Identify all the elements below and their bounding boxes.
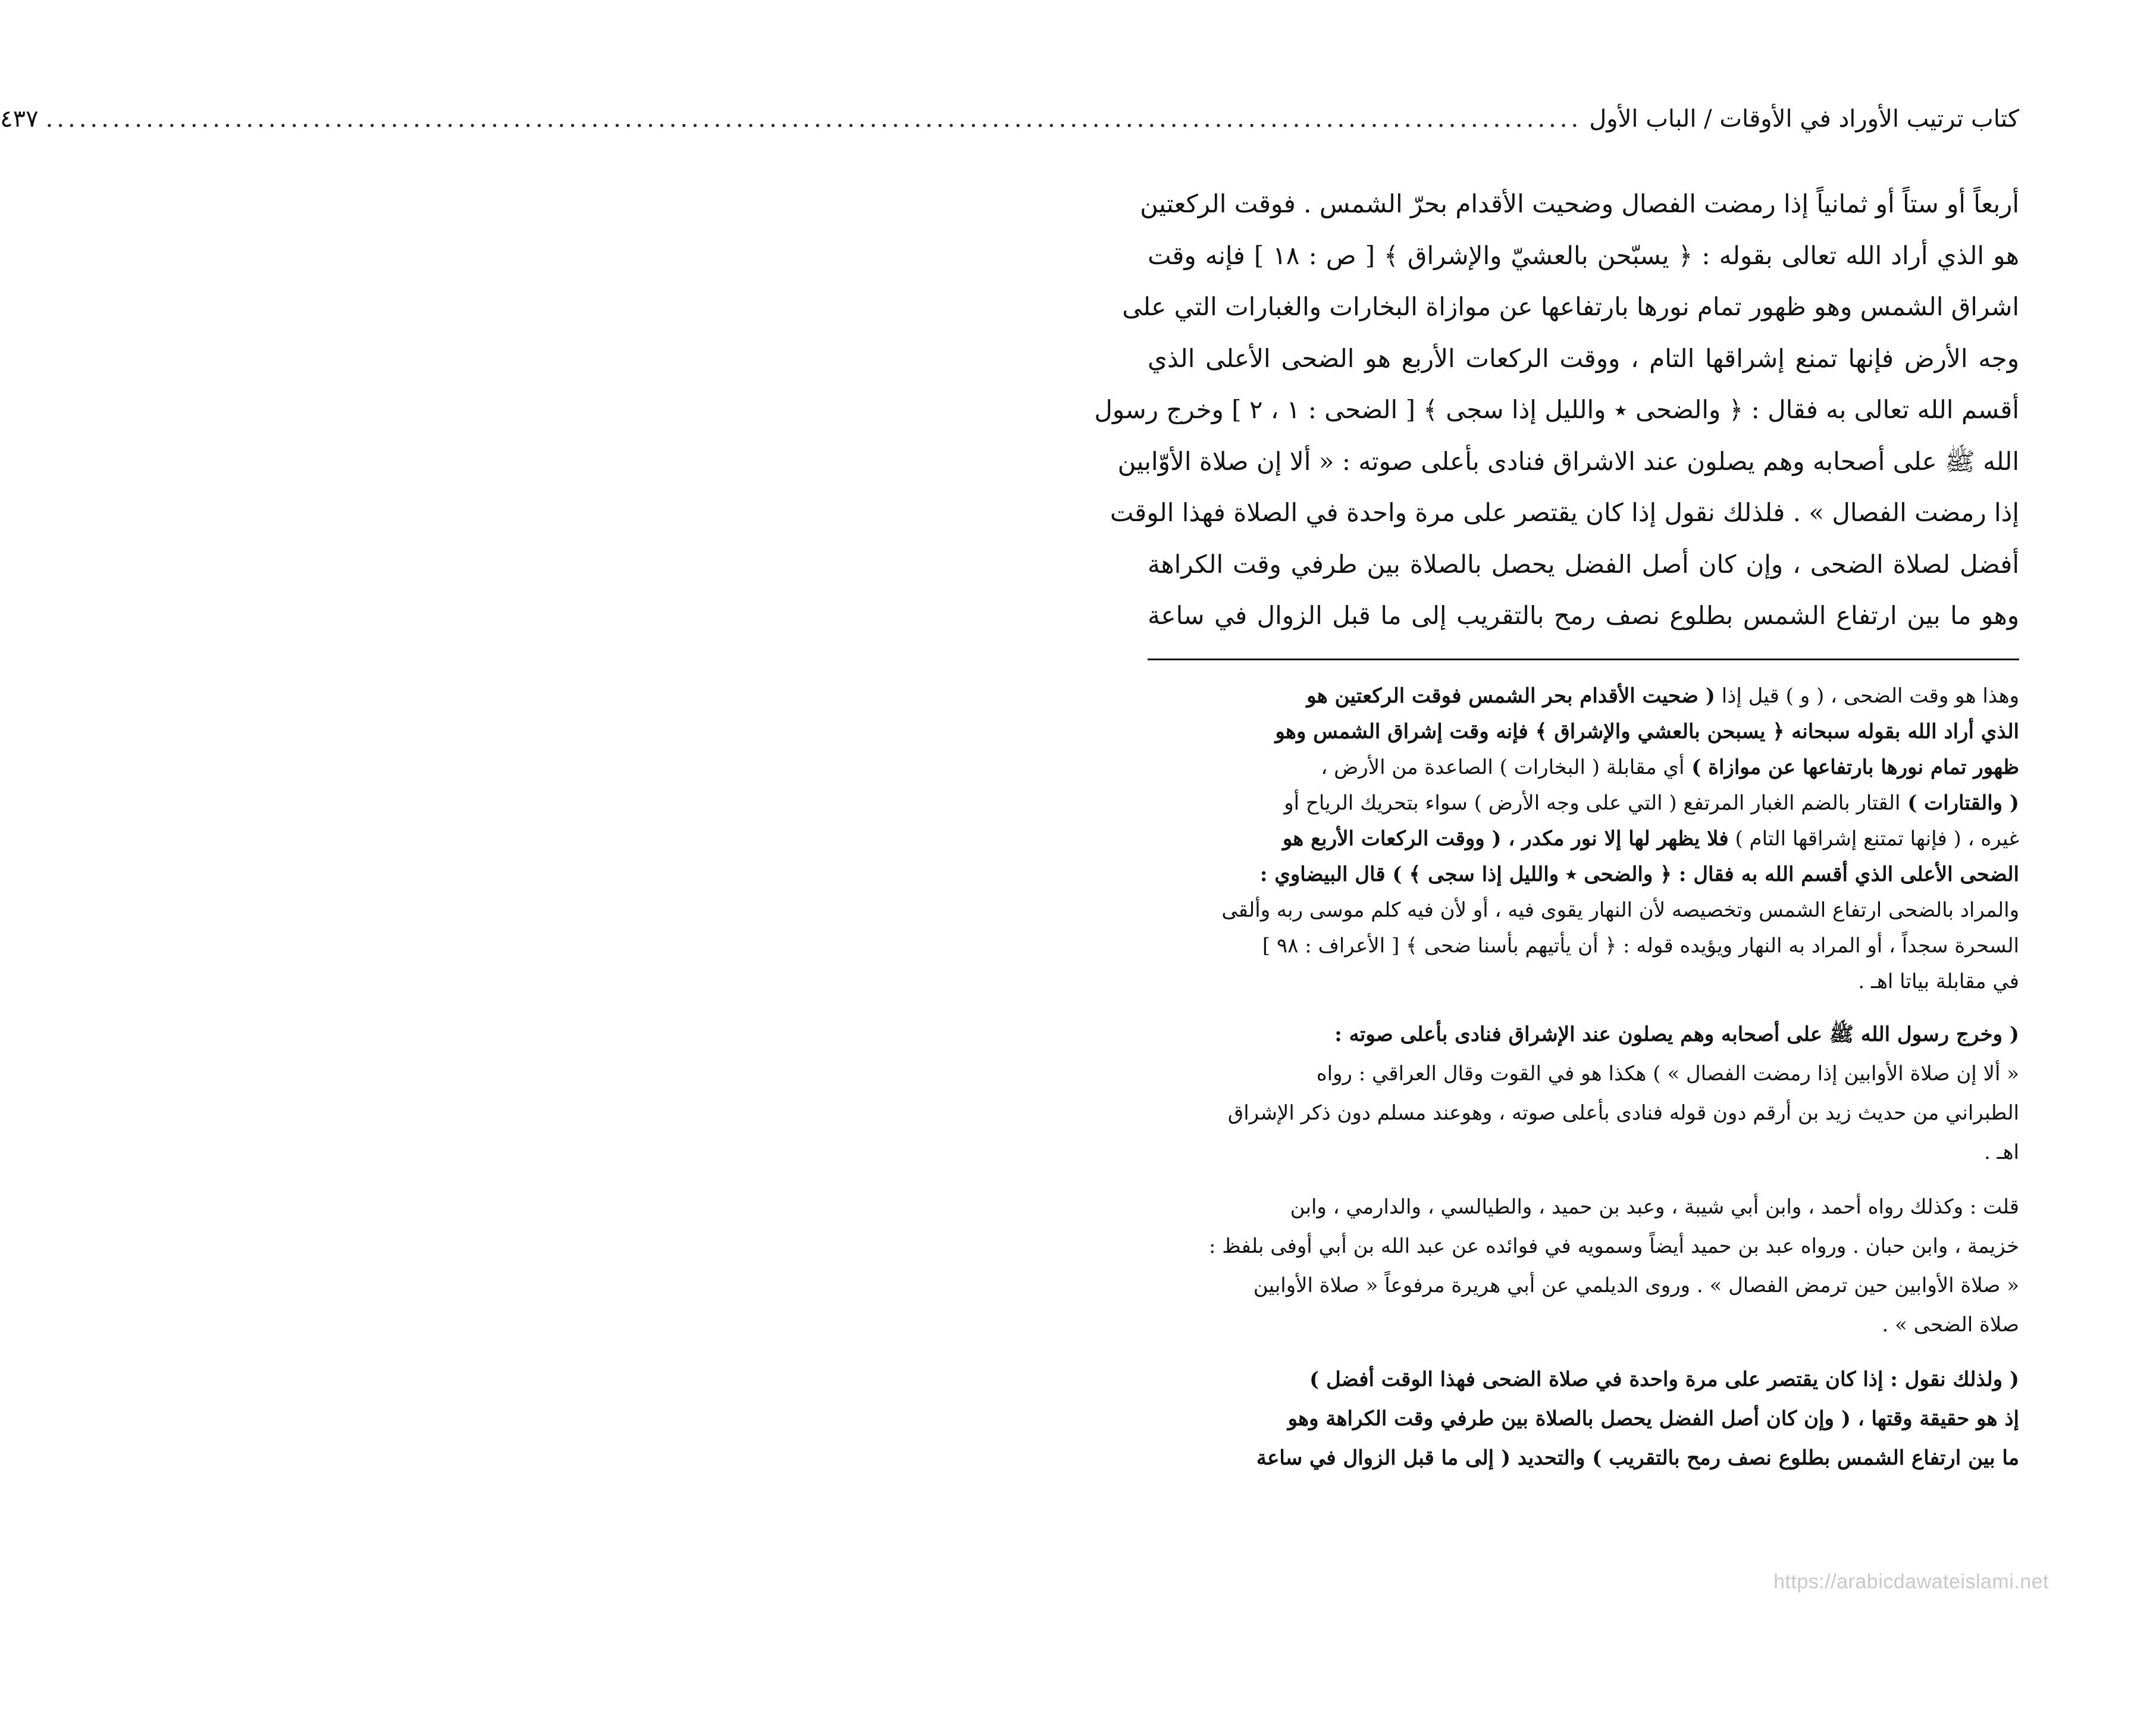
commentary-bold-text: الضحى الأعلى الذي أقسم الله به فقال : ﴿ والضحى ٭ والليل إذا سجى ﴾ ) قال البيضاوي : xyxy=(1259,863,2019,886)
main-line: وهو ما بين ارتفاع الشمس بطلوع نصف رمح بالتقريب إلى ما قبل الزوال في ساعة xyxy=(1148,601,2019,630)
commentary-text: غيره ، ( فإنها تمتنع إشراقها التام ) xyxy=(1728,827,2019,851)
main-line: وجه الأرض فإنها تمنع إشراقها التام ، ووقت الركعات الأربع هو الضحى الأعلى الذي xyxy=(1148,343,2019,373)
running-header xyxy=(0,98,2019,140)
main-line: إذا رمضت الفصال » . فلذلك نقول إذا كان يقتصر على مرة واحدة في الصلاة فهذا الوقت xyxy=(1110,498,2019,527)
main-text xyxy=(1094,178,2019,642)
commentary-bold-text: ( والقتارات ) xyxy=(1900,791,2019,815)
commentary-line xyxy=(1148,714,2019,750)
commentary-line: ( وخرج رسول الله ﷺ على أصحابه وهم يصلون عند الإشراق فنادى بأعلى صوته : xyxy=(1334,1023,2019,1046)
commentary-line: صلاة الضحى » . xyxy=(1882,1313,2019,1337)
commentary-bold-text: فلا يظهر لها إلا نور مكدر ، ( ووقت الركعات الأربع هو xyxy=(1282,827,1729,851)
commentary-text: وهذا هو وقت الضحى ، ( و ) قيل إذا xyxy=(1715,684,2019,708)
commentary-line: ( ولذلك نقول : إذا كان يقتصر على مرة واحدة في صلاة الضحى فهذا الوقت أفضل ) xyxy=(1309,1368,2019,1391)
commentary-line: خزيمة ، وابن حبان . ورواه عبد بن حميد أيضاً وسمويه في فوائده عن عبد الله بن أبي أوفى بلفظ : xyxy=(1208,1234,2019,1258)
commentary-block-2 xyxy=(1148,1015,2019,1172)
commentary-bold-text: ظهور تمام نورها بارتفاعها عن موازاة ) xyxy=(1684,755,2019,779)
commentary-bold-text: ( ضحيت الأقدام بحر الشمس فوقت الركعتين هو xyxy=(1306,684,1715,708)
commentary-text: في مقابلة بياتا اهـ . xyxy=(1858,970,2019,993)
commentary-block-3 xyxy=(1148,1187,2019,1344)
main-line: أربعاً أو ستاً أو ثمانياً إذا رمضت الفصال وضحيت الأقدام بحرّ الشمس . فوقت الركعتين xyxy=(1140,189,2019,218)
commentary-line xyxy=(1148,964,2019,999)
page-number: ٤٣٧ xyxy=(0,105,39,133)
main-line: أفضل لصلاة الضحى ، وإن كان أصل الفضل يحصل بالصلاة بين طرفي وقت الكراهة xyxy=(1148,549,2019,579)
commentary-block-1 xyxy=(1148,678,2019,999)
commentary-line: ما بين ارتفاع الشمس بطلوع نصف رمح بالتقريب ) والتحديد ( إلى ما قبل الزوال في ساعة xyxy=(1256,1446,2019,1470)
source-watermark: https://arabicdawateislami.net xyxy=(1773,1570,2049,1593)
commentary-line xyxy=(1148,821,2019,857)
commentary-line xyxy=(1148,928,2019,964)
commentary xyxy=(1148,678,2019,1493)
commentary-line: « ألا إن صلاة الأوابين إذا رمضت الفصال » ) هكذا هو في القوت وقال العراقي : رواه xyxy=(1316,1062,2019,1086)
commentary-line xyxy=(1148,892,2019,928)
commentary-text: والمراد بالضحى ارتفاع الشمس وتخصيصه لأن النهار يقوى فيه ، أو لأن فيه كلم موسى ربه وألقى xyxy=(1221,898,2019,922)
commentary-line xyxy=(1148,750,2019,785)
commentary-text: السحرة سجداً ، أو المراد به النهار ويؤيده قوله : ﴿ أن يأتيهم بأسنا ضحى ﴾ [ الأعراف : ٩٨ ] xyxy=(1262,934,2019,958)
commentary-line: الطبراني من حديث زيد بن أرقم دون قوله فنادى بأعلى صوته ، وهوعند مسلم دون ذكر الإشراق xyxy=(1227,1101,2019,1125)
commentary-bold-text: الذي أراد الله بقوله سبحانه ﴿ يسبحن بالعشي والإشراق ﴾ فإنه وقت إشراق الشمس وهو xyxy=(1275,720,2019,744)
commentary-text: أي مقابلة ( البخارات ) الصاعدة من الأرض ، xyxy=(1321,755,1685,779)
commentary-line xyxy=(1148,857,2019,892)
main-line: أقسم الله تعالى به فقال : ﴿ والضحى ٭ والليل إذا سجى ﴾ [ الضحى : ١ ، ٢ ] وخرج رسول xyxy=(1094,395,2019,424)
main-line: اشراق الشمس وهو ظهور تمام نورها بارتفاعها عن موازاة البخارات والغبارات التي على xyxy=(1122,292,2019,321)
footnote-separator xyxy=(1148,659,2019,660)
main-line: الله ﷺ على أصحابه وهم يصلون عند الاشراق فنادى بأعلى صوته : « ألا إن صلاة الأوّابين xyxy=(1117,446,2019,476)
commentary-line xyxy=(1148,678,2019,714)
header-leader-dots xyxy=(46,98,1582,140)
commentary-line: إذ هو حقيقة وقتها ، ( وإن كان أصل الفضل يحصل بالصلاة بين طرفي وقت الكراهة وهو xyxy=(1287,1407,2019,1431)
header-title: كتاب ترتيب الأوراد في الأوقات / الباب الأول xyxy=(1589,105,2019,133)
commentary-block-4 xyxy=(1148,1360,2019,1478)
commentary-line: اهـ . xyxy=(1984,1140,2019,1164)
main-line: هو الذي أراد الله تعالى بقوله : ﴿ يسبّحن بالعشيّ والإشراق ﴾ [ ص : ١٨ ] فإنه وقت xyxy=(1148,240,2019,270)
commentary-line xyxy=(1148,785,2019,821)
commentary-text: القتار بالضم الغبار المرتفع ( التي على وجه الأرض ) سواء بتحريك الرياح أو xyxy=(1284,791,1901,815)
commentary-line: « صلاة الأوابين حين ترمض الفصال » . وروى الديلمي عن أبي هريرة مرفوعاً « صلاة الأوابين xyxy=(1253,1274,2019,1297)
commentary-line: قلت : وكذلك رواه أحمد ، وابن أبي شيبة ، وعبد بن حميد ، والطيالسي ، والدارمي ، وابن xyxy=(1290,1195,2019,1219)
